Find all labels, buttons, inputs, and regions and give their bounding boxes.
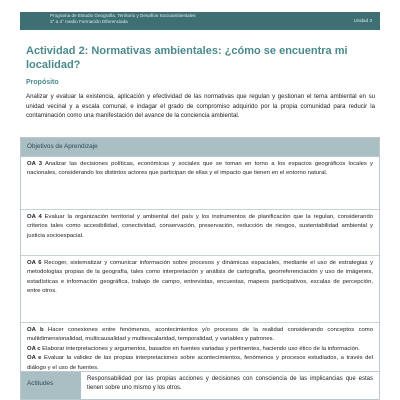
document-header xyxy=(20,12,380,30)
header-unit-label: Unidad 3 xyxy=(353,18,372,23)
objective-item xyxy=(27,160,373,179)
objective-item xyxy=(27,259,373,297)
objective-row xyxy=(21,157,379,210)
objective-text: Evaluar la validez de las propias interpretaciones sobre acontecimientos, fenómenos y procesos estudiados, a través del diálogo y el uso de fuentes. xyxy=(27,355,373,371)
objective-row xyxy=(21,256,379,323)
objectives-heading: Objetivos de Aprendizaje xyxy=(21,138,379,157)
objective-code: OA e xyxy=(27,355,42,362)
attitudes-label: Actitudes xyxy=(21,372,81,400)
header-program-level: 3° a 4° medio Formación Diferenciada xyxy=(50,18,128,24)
objective-text: Evaluar la organización territorial y ambiental del país y los instrumentos de planificación que la regulan, considerando criterios tales como accesibilidad, conectividad, conservación, preservación, reducción de riesgos, sustentabilidad ambiental y justicia socioespacial. xyxy=(27,214,374,239)
objective-code: OA b xyxy=(27,327,44,333)
objective-code: OA 4 xyxy=(27,214,42,220)
objective-text: Analizar las decisiones políticas, económicas y sociales que se toman en torno a los espacios geográficos locales y nacionales, considerando los distintos actores que participan de ellas y el impacto que tienen en el entorno natural. xyxy=(27,161,373,177)
purpose-text: Analizar y evaluar la existencia, aplicación y efectividad de las normativas que regulan y gestionan el tema ambiental en su unidad vecinal y a escala comunal, e indagar el grado de compromiso adquirido por la propia comunidad para reducir la contaminación como una manifestación del avance de la conciencia ambiental. xyxy=(26,93,375,120)
objective-text: Recoger, sistematizar y comunicar información sobre procesos y dinámicas espaciales, mediante el uso de estrategias y metodologías propias de la geografía, tales como interpretación y análisis de cartografía, georreferenciación y uso de imágenes, estadísticas e información geográfica, trabajo de campo, entrevistas, encuestas, mapeos participativos, escalas de percepción, entre otros. xyxy=(27,260,374,295)
objective-text: Hacer conexiones entre fenómenos, acontecimientos y/o procesos de la realidad considerando conceptos como multidimensionalidad, multicausalidad y multiescalaridad, temporalidad, y variables y patrones. xyxy=(27,327,373,343)
purpose-heading: Propósito xyxy=(26,79,59,86)
objective-text: Elaborar interpretaciones y argumentos, basados en fuentes variadas y pertinentes, haciendo uso ético de la información. xyxy=(40,345,360,352)
objective-row xyxy=(21,323,379,373)
objective-row xyxy=(21,210,379,256)
objective-item xyxy=(27,213,373,241)
header-program-title: Programa de Estudio Geografía, Territorio y Desafíos Socioambientales xyxy=(50,13,196,18)
attitudes-text: Responsabilidad por las propias acciones y decisiones con consciencia de las implicancias que estas tienen sobre uno mismo y los otros. xyxy=(87,376,373,392)
objective-item xyxy=(27,345,373,354)
activity-title: Actividad 2: Normativas ambientales: ¿cómo se encuentra mi localidad? xyxy=(26,45,348,71)
attitudes-row xyxy=(21,371,380,399)
header-program-lines xyxy=(50,13,196,24)
objective-code: OA c xyxy=(27,345,41,352)
objective-code: OA 6 xyxy=(27,260,42,266)
objective-item xyxy=(27,326,373,345)
objective-code: OA 3 xyxy=(27,161,43,167)
objectives-table xyxy=(20,137,380,400)
